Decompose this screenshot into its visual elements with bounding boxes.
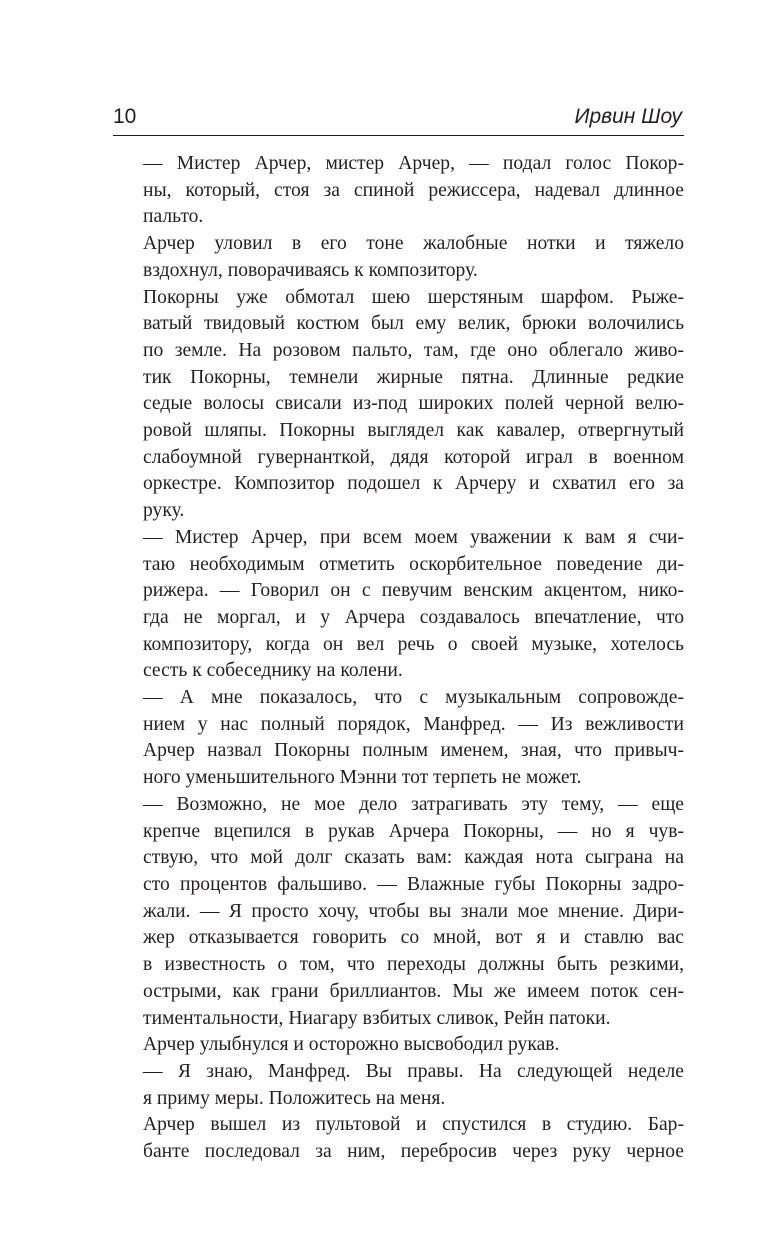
text-line: руку. [143,500,185,522]
paragraph [113,685,684,792]
paragraph [113,792,684,1032]
text-line: я приму меры. Положитесь на меня. [143,1087,446,1109]
text-line: ватый твидовый костюм был ему велик, брюки волочились [143,313,684,335]
text-line: по земле. На розовом пальто, там, где оно облегало живо- [143,339,684,361]
text-line: — Мистер Арчер, мистер Арчер, — подал голос Покор- [143,153,684,174]
text-line: в известность о том, что переходы должны быть резкими, [143,954,684,976]
text-line: — Я знаю, Манфред. Вы правы. На следующей неделе [143,1060,684,1082]
paragraph [113,285,684,525]
text-line: острыми, как грани бриллиантов. Мы же имеем поток сен- [143,980,684,1002]
text-line: ны, который, стоя за спиной режиссера, надевал длинное [143,179,684,201]
text-line: сто процентов фальшиво. — Влажные губы Покорны задро- [143,873,684,895]
paragraph [113,151,684,231]
text-line: оркестре. Композитор подошел к Арчеру и схватил его за [143,473,684,495]
text-line: ровой шляпы. Покорны выглядел как кавалер, отвергнутый [143,420,684,442]
body-text [113,151,684,1166]
text-line: — Мистер Арчер, при всем моем уважении к вам я счи- [143,526,684,548]
text-line: слабоумной гувернанткой, дядя которой играл в военном [143,446,684,468]
paragraph [113,1112,684,1165]
text-line: — А мне показалось, что с музыкальным сопровожде- [143,687,684,709]
text-line: сесть к собеседнику на колени. [143,660,403,682]
text-line: — Возможно, не мое дело затрагивать эту тему, — еще [143,793,684,815]
running-head-author: Ирвин Шоу [574,105,682,128]
text-line: таю необходимым отметить оскорбительное поведение ди- [143,553,684,575]
text-line: гда не моргал, и у Арчера создавалось впечатление, что [143,606,684,628]
text-line: Арчер улыбнулся и осторожно высвободил рукав. [143,1034,560,1056]
paragraph [113,525,684,685]
text-line: жер отказывается говорить со мной, вот я и ставлю вас [143,927,684,949]
text-line: Покорны уже обмотал шею шерстяным шарфом. Рыже- [143,286,684,308]
text-line: банте последовал за ним, перебросив через руку черное [143,1141,684,1163]
paragraph [113,1032,684,1059]
text-line: ствую, что мой долг сказать вам: каждая нота сыграна на [143,847,684,869]
text-line: композитору, когда он вел речь о своей музыке, хотелось [143,633,684,655]
text-line: Арчер уловил в его тоне жалобные нотки и тяжело [143,233,684,255]
text-line: Арчер назвал Покорны полным именем, зная, что привыч- [143,740,684,762]
text-line: нием у нас полный порядок, Манфред. — Из вежливости [143,713,684,735]
paragraph [113,231,684,284]
text-line: жали. — Я просто хочу, чтобы вы знали мое мнение. Дири- [143,900,684,922]
header-rule [113,135,684,136]
text-line: Арчер вышел из пультовой и спустился в студию. Бар- [143,1114,684,1136]
text-line: рижера. — Говорил он с певучим венским акцентом, нико- [143,580,684,602]
text-line: ного уменьшительного Мэнни тот терпеть не может. [143,767,582,789]
text-line: тиментальности, Ниагару взбитых сливок, Рейн патоки. [143,1007,611,1029]
text-line: крепче вцепился в рукав Арчера Покорны, — но я чув- [143,820,684,842]
text-line: тик Покорны, темнели жирные пятна. Длинные редкие [143,366,684,388]
text-line: пальто. [143,206,204,228]
paragraph [113,1059,684,1112]
text-line: седые волосы свисали из-под широких полей черной велю- [143,393,684,415]
text-line: вздохнул, поворачиваясь к композитору. [143,259,478,281]
page-number: 10 [113,105,137,128]
